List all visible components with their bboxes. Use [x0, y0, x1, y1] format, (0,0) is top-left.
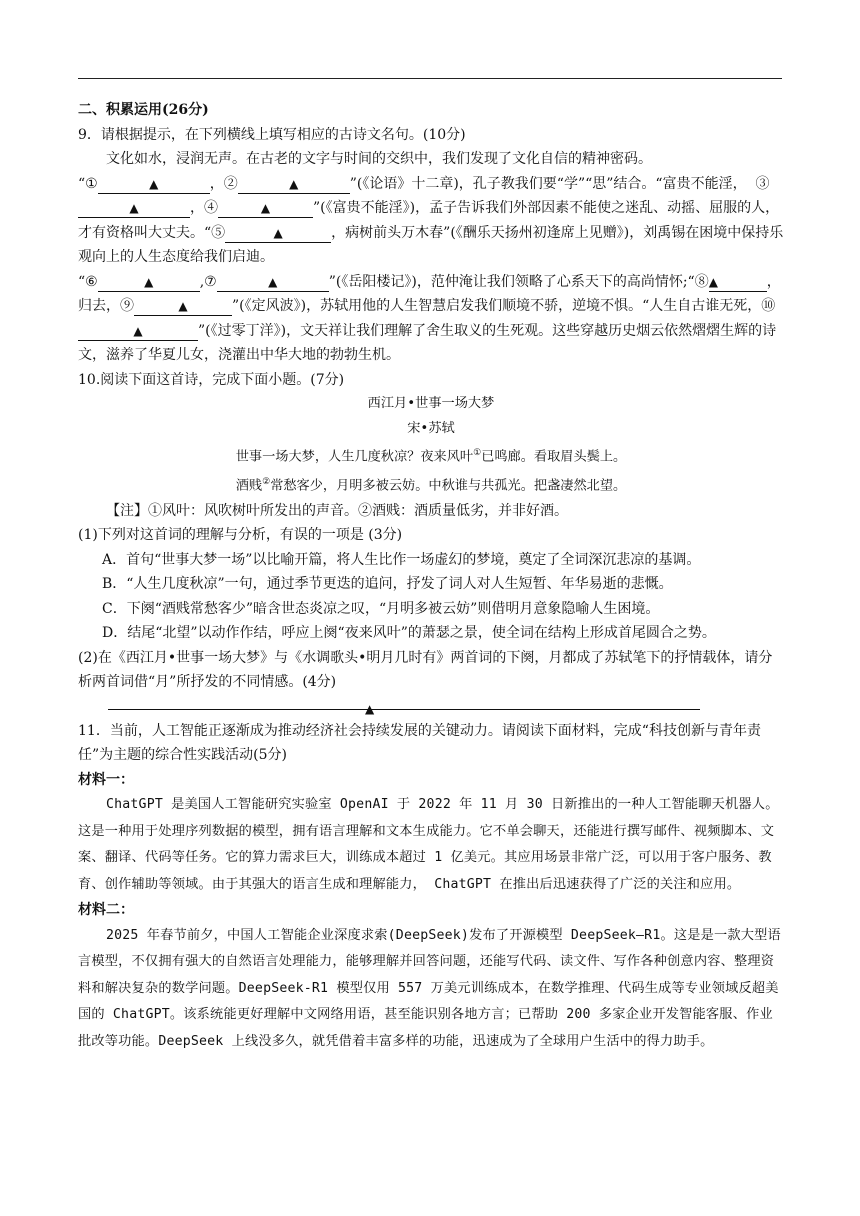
poem-author: 宋•苏轼 [407, 420, 455, 436]
poem-title: 西江月•世事一场大梦 [367, 396, 495, 411]
triangle-mark-icon: ▲ [268, 274, 278, 289]
q9-text: ”(《定风波》)，苏轼用他的人生智慧启发我们顺境不骄，逆境不惧。“人生自古谁无死，⑩ [232, 298, 776, 314]
triangle-mark-icon: ▲ [273, 225, 283, 240]
fill-blank-10[interactable] [78, 322, 198, 341]
fill-blank-2[interactable] [238, 175, 350, 194]
q9-passage [78, 172, 784, 270]
q9-stem: 9．请根据提示，在下列横线上填写相应的古诗文名句。(10分) [78, 126, 466, 143]
q9-text: “① [78, 175, 98, 192]
footnote-mark: ② [262, 476, 271, 487]
answer-underline [108, 709, 700, 710]
fill-blank-3[interactable] [78, 199, 190, 218]
triangle-mark-icon: ▲ [178, 299, 188, 313]
q10-sub2: (2)在《西江月•世事一场大梦》与《水调歌头•明月几时有》两首词的下阕，月都成了苏轼笔下的抒情载体，请分析两首词借“月”所抒发的不同情感。(4分) [78, 649, 773, 691]
option-d[interactable]: D．结尾“北望”以动作作结，呼应上阕“夜来风叶”的萧瑟之景，使全词在结构上形成首尾圆合之势。 [102, 625, 716, 642]
fill-blank-7[interactable] [217, 273, 329, 292]
option-b[interactable]: B．“人生几度秋凉”一句，通过季节更迭的追问，抒发了词人对人生短暂、年华易逝的悲慨。 [102, 576, 673, 593]
option-c[interactable]: C．下阕“酒贱常愁客少”暗含世态炎凉之叹，“月明多被云妨”则借明月意象隐喻人生困境。 [102, 600, 660, 617]
answer-line[interactable] [78, 695, 784, 719]
q10-stem: 10.阅读下面这首诗，完成下面小题。(7分) [78, 371, 345, 388]
triangle-mark-icon: ▲ [144, 274, 154, 289]
poem-text: 常愁客少，月明多被云妨。中秋谁与共孤光。把盏凄然北望。 [270, 478, 627, 494]
triangle-mark-icon: ▲ [260, 201, 271, 215]
footnote-mark: ① [473, 448, 482, 458]
material-2-text: 2025 年春节前夕，中国人工智能企业深度求索(DeepSeek)发布了开源模型 DeepSeek—R1。这是是一款大型语言模型，不仅拥有强大的自然语言处理能力，能够理解并回答问题，还能写代码、读文件、写作各种创意内容、整理资料和解决复杂的数学问题。DeepSeek-R1 模型仅用 557 万美元训练成本，在数学推理、代码生成等专业领域反超美国的 ChatGPT。该系统能更好理解中文网络用语，甚至能识别各地方言；已帮助 200 多家企业开发智能客服、作业批改等功能。DeepSeek 上线没多久，就凭借着丰富多样的功能，迅速成为了全球用户生活中的得力助手。 [78, 927, 781, 1049]
fill-blank-6[interactable] [98, 273, 200, 292]
q9-passage-2 [78, 270, 784, 368]
exam-page [78, 98, 784, 1055]
poem-note: 【注】①风叶：风吹树叶所发出的声音。②酒贱：酒质量低劣，并非好酒。 [106, 502, 568, 519]
q9-text: ”(《过零丁洋》)，文天祥让我们理解了舍生取义的生死观。这些穿越历史烟云依然熠熠生辉的诗文，滋养了华夏儿女，浇灌出中华大地的勃勃生机。 [78, 322, 777, 363]
fill-blank-1[interactable] [98, 175, 210, 194]
material-1-title: 材料一： [78, 771, 134, 788]
material-1-text: ChatGPT 是美国人工智能研究实验室 OpenAI 于 2022 年 11 月 30 日新推出的一种人工智能聊天机器人。这是一种用于处理序列数据的模型，拥有语言理解和文本生成能力。它不单会聊天，还能进行撰写邮件、视频脚本、文案、翻译、代码等任务。它的算力需求巨大，训练成本超过 1 亿美元。其应用场景非常广泛，可以用于客户服务、教育、创作辅助等领域。由于其强大的语言生成和理解能力， ChatGPT 在推出后迅速获得了广泛的关注和应用。 [78, 797, 779, 892]
fill-blank-5[interactable] [225, 224, 331, 243]
fill-blank-9[interactable] [134, 297, 232, 316]
q9-text: ,⑦ [199, 273, 217, 290]
triangle-mark-icon: ▲ [289, 176, 299, 191]
q10-sub1: (1)下列对这首词的理解与分析，有误的一项是 (3分) [78, 527, 403, 544]
poem-text: 酒贱 [235, 478, 263, 494]
q9-text: ，④ [190, 200, 218, 216]
q9-text: ”(《岳阳楼记》)，范仲淹让我们领略了心系天下的高尚情怀;“⑧ [328, 273, 709, 290]
poem-text: 世事一场大梦，人生几度秋凉？夜来风叶 [235, 449, 474, 465]
fill-blank-8[interactable] [709, 273, 767, 292]
material-2-title: 材料二： [78, 902, 134, 919]
q9-text: ”(《论语》十二章)，孔子教我们要“学”“思”结合。“富贵不能淫， [349, 175, 747, 192]
triangle-mark-icon: ▲ [133, 323, 143, 338]
poem-text: 已鸣廊。看取眉头鬓上。 [481, 449, 627, 465]
fill-blank-4[interactable] [218, 199, 313, 218]
q9-text: ，病树前头万木春”(《酬乐天扬州初逢席上见赠》)，刘禹锡在困境中保持乐观向上的人生态度给我们启迪。 [78, 224, 784, 265]
header-rule [78, 78, 782, 79]
triangle-mark-icon: ▲ [129, 201, 139, 215]
poem-line-2 [78, 470, 784, 499]
q9-text: ③ [755, 175, 770, 192]
section-title: 二、积累运用(26分) [78, 102, 209, 118]
q9-text: “⑥ [78, 273, 98, 290]
option-a[interactable]: A．首句“世事大梦一场”以比喻开篇，将人生比作一场虚幻的梦境，奠定了全词深沉悲凉的基调。 [102, 551, 701, 568]
q9-text: ，归去，⑨ [78, 273, 781, 314]
triangle-mark-icon: ▲ [365, 701, 375, 716]
triangle-mark-icon: ▲ [708, 274, 718, 289]
q9-text: ，② [209, 175, 238, 192]
triangle-mark-icon: ▲ [149, 176, 159, 191]
q9-text: ”(《富贵不能淫》)，孟子告诉我们外部因素不能使之迷乱、动摇、屈服的人，才有资格叫大丈夫。“⑤ [78, 200, 780, 241]
q9-intro: 文化如水，浸润无声。在古老的文字与时间的交织中，我们发现了文化自信的精神密码。 [106, 151, 652, 167]
poem-line-1 [78, 441, 784, 470]
q11-stem: 11．当前，人工智能正逐渐成为推动经济社会持续发展的关键动力。请阅读下面材料，完成“科技创新与青年责任”为主题的综合性实践活动(5分) [78, 722, 761, 764]
